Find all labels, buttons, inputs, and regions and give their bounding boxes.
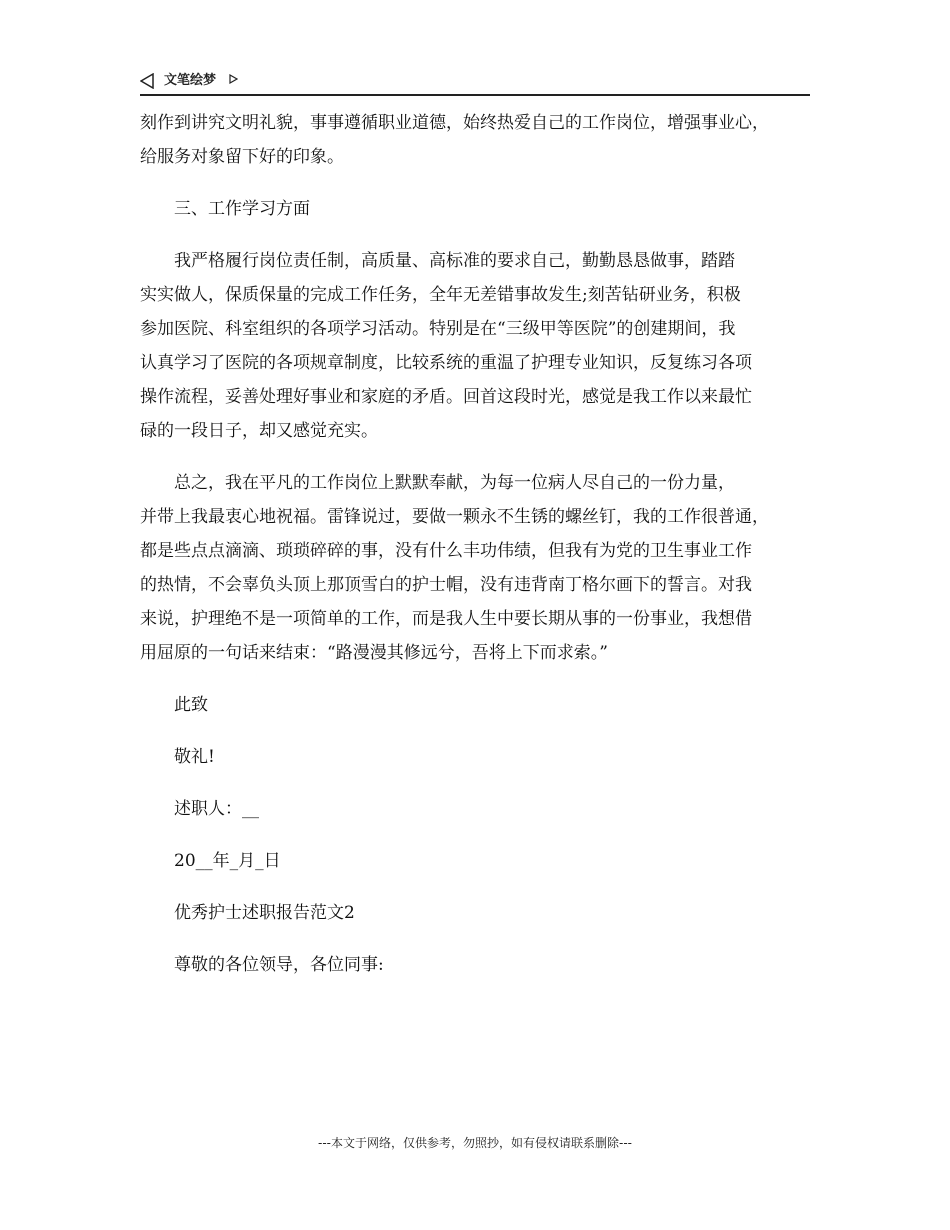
- text-line: 实实做人，保质保量的完成工作任务，全年无差错事故发生;刻苦钻研业务，积极: [140, 285, 741, 305]
- text-line: 并带上我最衷心地祝福。雷锋说过，要做一颗永不生锈的螺丝钉，我的工作很普通，: [140, 507, 769, 527]
- text-line: 认真学习了医院的各项规章制度，比较系统的重温了护理专业知识，反复练习各项: [140, 353, 752, 373]
- next-section-title: 优秀护士述职报告范文2: [174, 903, 355, 923]
- header-title: 文笔绘梦: [164, 73, 217, 88]
- closing-salute: 敬礼!: [174, 747, 215, 767]
- text-line: 我严格履行岗位责任制，高质量、高标准的要求自己，勤勤恳恳做事，踏踏: [174, 251, 735, 271]
- text-line: 碌的一段日子，却又感觉充实。: [140, 421, 378, 441]
- paragraph-2: [140, 244, 812, 448]
- salutation: 尊敬的各位领导，各位同事:: [174, 955, 384, 975]
- text-line: 的热情，不会辜负头顶上那顶雪白的护士帽，没有违背南丁格尔画下的誓言。对我: [140, 575, 752, 595]
- text-line: 总之，我在平凡的工作岗位上默默奉献，为每一位病人尽自己的一份力量，: [174, 473, 735, 493]
- triangle-left-outline-icon: [140, 73, 154, 89]
- date-line: 20__年_月_日: [174, 851, 281, 871]
- text-line: 给服务对象留下好的印象。: [140, 147, 344, 167]
- section-heading-3: 三、工作学习方面: [174, 199, 310, 219]
- signature-line: 述职人：__: [174, 799, 259, 819]
- page-footer-disclaimer: ---本文于网络，仅供参考，勿照抄，如有侵权请联系删除---: [318, 1136, 632, 1150]
- page-header: [140, 70, 810, 96]
- closing-regards: 此致: [174, 695, 208, 715]
- text-line: 操作流程，妥善处理好事业和家庭的矛盾。回首这段时光，感觉是我工作以来最忙: [140, 387, 752, 407]
- text-line: 刻作到讲究文明礼貌，事事遵循职业道德，始终热爱自己的工作岗位，增强事业心，: [140, 113, 769, 133]
- paragraph-1: [140, 106, 812, 174]
- text-line: 都是些点点滴滴、琐琐碎碎的事，没有什么丰功伟绩，但我有为党的卫生事业工作: [140, 541, 752, 561]
- document-body: [140, 106, 812, 982]
- text-line: 用屈原的一句话来结束：“路漫漫其修远兮，吾将上下而求索。”: [140, 643, 608, 663]
- triangle-right-outline-icon: [229, 74, 238, 84]
- paragraph-3: [140, 466, 812, 670]
- text-line: 参加医院、科室组织的各项学习活动。特别是在“三级甲等医院”的创建期间，我: [140, 319, 736, 339]
- text-line: 来说，护理绝不是一项简单的工作，而是我人生中要长期从事的一份事业，我想借: [140, 609, 752, 629]
